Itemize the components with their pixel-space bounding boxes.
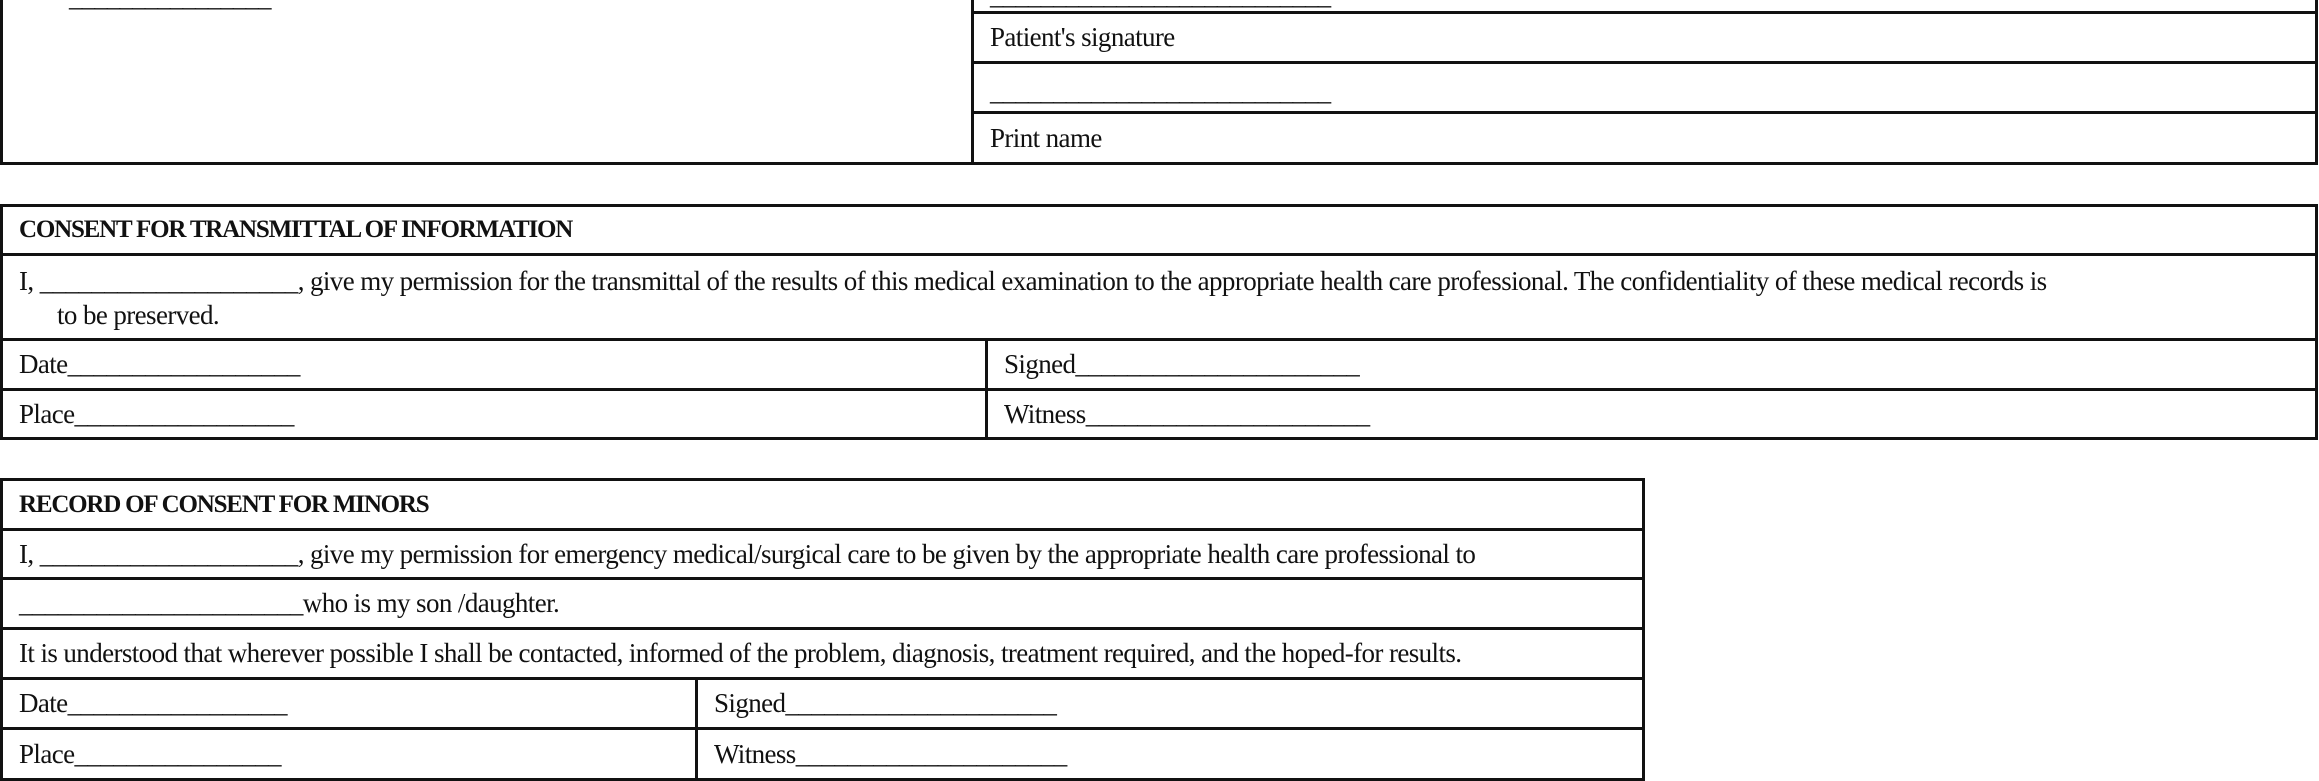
- top-signature-table: [0, 0, 2318, 165]
- minors-line2: ______________________who is my son /daughter.: [19, 588, 560, 618]
- signature-blank-line[interactable]: [974, 0, 1330, 11]
- transmittal-paragraph-line1: I, ____________________, give my permission for the transmittal of the results of this medical examination to the appropriate health care professional. The confidentiality of these medical records is: [19, 266, 2047, 296]
- minors-line1-row: [3, 531, 1642, 580]
- minors-consent-table: [0, 478, 1645, 781]
- top-right-row-2: [974, 14, 2315, 64]
- patient-signature-label: Patient's signature: [990, 22, 1175, 52]
- top-right-row-4: [974, 114, 2315, 162]
- transmittal-witness-field[interactable]: Witness______________________: [1004, 398, 1370, 429]
- minors-place-field[interactable]: Place________________: [19, 738, 281, 769]
- transmittal-place-field[interactable]: Place_________________: [19, 398, 294, 429]
- minors-title: RECORD OF CONSENT FOR MINORS: [19, 490, 429, 518]
- transmittal-paragraph-row: [3, 256, 2315, 341]
- top-left-blank-line[interactable]: [53, 0, 271, 12]
- minors-signed-field[interactable]: Signed_____________________: [714, 688, 1057, 718]
- transmittal-date-field[interactable]: Date__________________: [19, 349, 300, 379]
- transmittal-title-row: [3, 207, 2315, 256]
- minors-title-row: [3, 481, 1642, 531]
- top-right-row-1: [974, 0, 2315, 14]
- minors-date-row: [3, 680, 1642, 730]
- transmittal-title: CONSENT FOR TRANSMITTAL OF INFORMATION: [19, 216, 573, 243]
- transmittal-date-row: [3, 341, 2315, 391]
- minors-line2-row: [3, 580, 1642, 630]
- minors-line1: I, ____________________, give my permission for emergency medical/surgical care to be given by the appropriate health care professional to: [19, 538, 1476, 569]
- transmittal-place-row: [3, 391, 2315, 437]
- print-name-blank-line[interactable]: ___________________________: [990, 76, 1331, 106]
- print-name-label: Print name: [990, 122, 1102, 153]
- minors-line3-row: [3, 630, 1642, 680]
- transmittal-paragraph-line2: to be preserved.: [57, 300, 220, 330]
- top-right-row-3: [974, 64, 2315, 114]
- minors-place-row: [3, 730, 1642, 778]
- transmittal-signed-field[interactable]: Signed______________________: [1004, 349, 1360, 379]
- transmittal-paragraph: [3, 256, 2315, 338]
- transmittal-consent-table: [0, 204, 2318, 440]
- minors-date-field[interactable]: Date_________________: [19, 688, 287, 718]
- minors-witness-field[interactable]: Witness_____________________: [714, 738, 1067, 769]
- minors-line3: It is understood that wherever possible I shall be contacted, informed of the problem, diagnosis, treatment required, and the hoped-for results.: [19, 638, 1462, 668]
